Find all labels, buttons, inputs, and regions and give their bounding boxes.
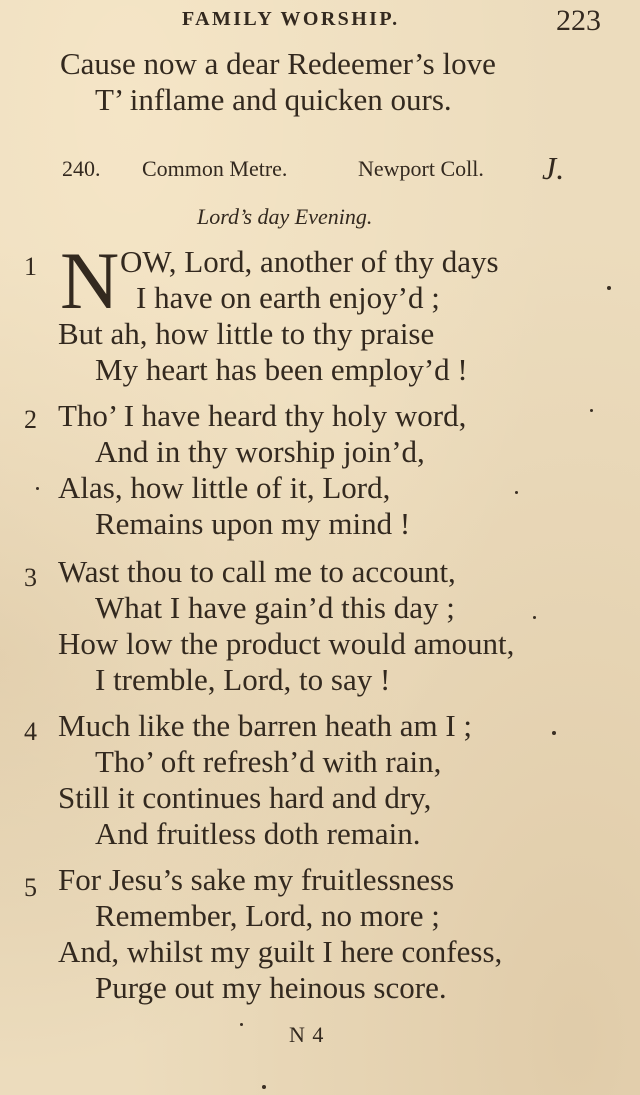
page-number: 223 — [556, 4, 601, 37]
verse-line: Remember, Lord, no more ; — [95, 898, 440, 933]
verse-number: 3 — [24, 563, 37, 592]
running-head: FAMILY WORSHIP. — [182, 8, 400, 30]
drop-cap: N — [60, 235, 120, 326]
verse-line: For Jesu’s sake my fruitlessness — [58, 862, 455, 897]
ink-speck — [552, 731, 556, 735]
ink-speck — [533, 616, 536, 619]
verse-line: How low the product would amount, — [58, 626, 515, 661]
ink-speck — [590, 409, 593, 412]
verse-line: But ah, how little to thy praise — [58, 316, 435, 351]
verse-number: 1 — [24, 252, 37, 281]
verse-line: Remains upon my mind ! — [95, 506, 411, 541]
verse-line: And in thy worship join’d, — [95, 434, 425, 469]
verse-line: Tho’ I have heard thy holy word, — [58, 398, 467, 433]
ink-speck — [607, 286, 611, 290]
carryover-line: T’ inflame and quicken ours. — [95, 82, 452, 117]
ink-speck — [262, 1085, 266, 1089]
ink-speck — [515, 491, 518, 494]
hymn-author: J. — [542, 150, 565, 186]
verse-line: Alas, how little of it, Lord, — [58, 470, 391, 505]
verse-line: Wast thou to call me to account, — [58, 554, 456, 589]
verse-number: 4 — [24, 717, 37, 746]
hymn-number: 240. — [62, 156, 101, 181]
hymn-meter: Common Metre. — [142, 156, 288, 181]
ink-speck — [36, 487, 39, 490]
verse-number: 5 — [24, 873, 37, 902]
verse-line: OW, Lord, another of thy days — [120, 244, 499, 279]
verse-line: Much like the barren heath am I ; — [58, 708, 473, 743]
page-header — [0, 4, 640, 37]
ink-speck — [240, 1023, 243, 1026]
verse-line: I have on earth enjoy’d ; — [136, 280, 440, 315]
signature-mark: N 4 — [289, 1022, 325, 1047]
verse-line: And fruitless doth remain. — [95, 816, 421, 851]
verse-line: Still it continues hard and dry, — [58, 780, 432, 815]
verse-line: What I have gain’d this day ; — [95, 590, 455, 625]
verse-line: My heart has been employ’d ! — [95, 352, 468, 387]
verse-number: 2 — [24, 405, 37, 434]
hymn-heading — [0, 152, 640, 188]
verse-line: Tho’ oft refresh’d with rain, — [95, 744, 442, 779]
hymn-source: Newport Coll. — [358, 156, 484, 181]
hymn-subtitle: Lord’s day Evening. — [197, 204, 373, 229]
carryover-line: Cause now a dear Redeemer’s love — [60, 46, 496, 81]
verse-line: And, whilst my guilt I here confess, — [58, 934, 503, 969]
verse-line: I tremble, Lord, to say ! — [95, 662, 391, 697]
verse-line: Purge out my heinous score. — [95, 970, 447, 1005]
